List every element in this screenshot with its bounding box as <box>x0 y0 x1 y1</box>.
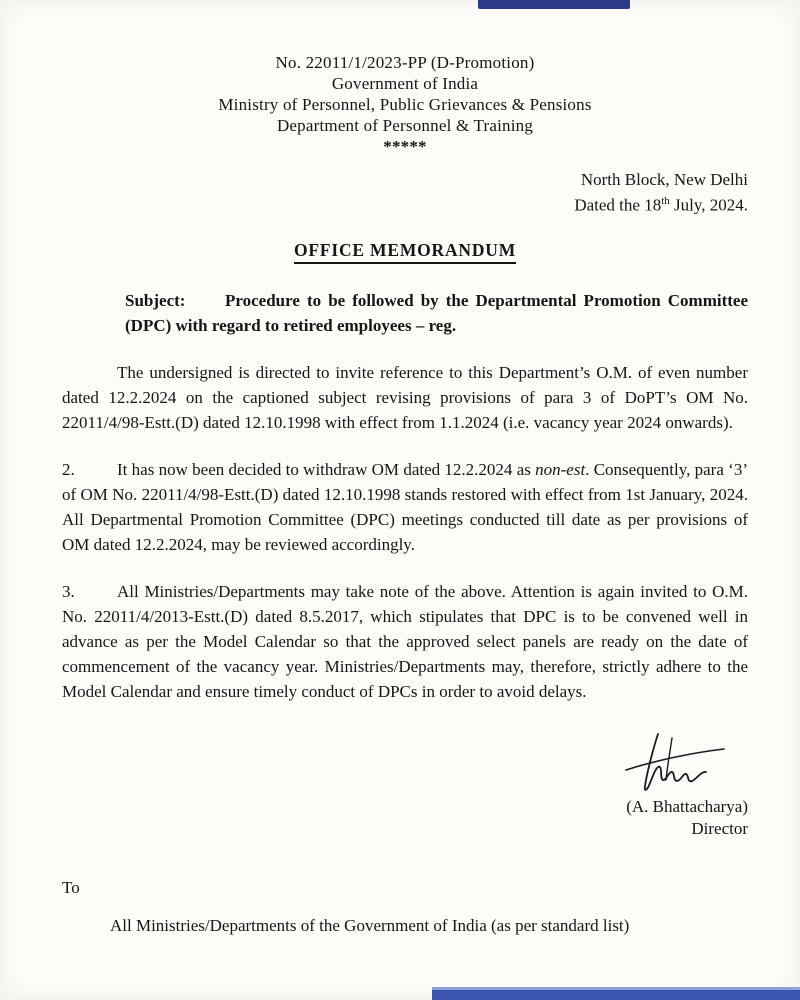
memo-header <box>62 52 748 157</box>
reference-number: No. 22011/1/2023-PP (D-Promotion) <box>275 53 535 72</box>
subject-text: Procedure to be followed by the Departmental Promotion Committee (DPC) with regard to retired employees – reg. <box>125 290 748 335</box>
date-line <box>62 191 748 216</box>
paragraph-3-text: All Ministries/Departments may take note of the above. Attention is again invited to O.M. No. 22011/4/2013-Estt.(D) dated 8.5.2017, which stipulates that DPC is to be convened well in advance as per the Model Calendar so that the approved select panels are ready on the date of commencement of the vacancy year. Ministries/Departments may, therefore, strictly adhere to the Model Calendar and ensure timely conduct of DPCs in order to avoid delays. <box>62 581 748 701</box>
paragraph-2-text-pre: It has now been decided to withdraw OM dated 12.2.2024 as <box>117 459 536 479</box>
paragraph-2-text-post: . Consequently, para ‘3’ of OM No. 22011/4/98-Estt.(D) dated 12.10.1998 stands restored with effect from 1st January, 2024. All Departmental Promotion Committee (DPC) meetings conducted till date as per provisions of OM dated 12.2.2024, may be reviewed accordingly. <box>62 459 748 554</box>
paragraph-2 <box>62 457 748 557</box>
scan-artifact-bottom <box>432 987 800 1000</box>
signature-block <box>62 728 748 840</box>
date-text-post: July, 2024. <box>669 195 748 215</box>
star-separator: ***** <box>383 137 427 156</box>
dateline <box>62 169 748 216</box>
subject-block <box>125 288 748 338</box>
paragraph-2-number: 2. <box>62 459 75 479</box>
date-ordinal-suffix: th <box>661 194 670 207</box>
paragraph-2-italic-term: non-est <box>535 459 586 479</box>
paragraph-1: The undersigned is directed to invite reference to this Department’s O.M. of even number dated 12.2.2024 on the captioned subject revising provisions of para 3 of DoPT’s OM No. 22011/4/98-Estt.(D) dated 12.10.1998 with effect from 1.1.2024 (i.e. vacancy year 2024 onwards). <box>62 362 748 432</box>
memo-title: OFFICE MEMORANDUM <box>294 240 516 264</box>
signatory-designation: Director <box>691 818 748 838</box>
org-line-government: Government of India <box>331 74 479 93</box>
title-row <box>62 240 748 264</box>
paragraph-3 <box>62 579 748 704</box>
org-line-ministry: Ministry of Personnel, Public Grievances & Pensions <box>218 95 592 114</box>
scan-artifact-top <box>478 0 630 9</box>
paragraph-3-number: 3. <box>62 581 75 601</box>
to-label: To <box>62 877 80 897</box>
place-line: North Block, New Delhi <box>580 170 748 189</box>
handwritten-signature-icon <box>618 728 730 796</box>
recipients-line: All Ministries/Departments of the Government of India (as per standard list) <box>110 915 630 935</box>
org-line-department: Department of Personnel & Training <box>276 116 534 135</box>
date-text-pre: Dated the 18 <box>574 195 662 215</box>
signatory-name: (A. Bhattacharya) <box>626 796 748 816</box>
subject-label: Subject: <box>125 290 186 310</box>
